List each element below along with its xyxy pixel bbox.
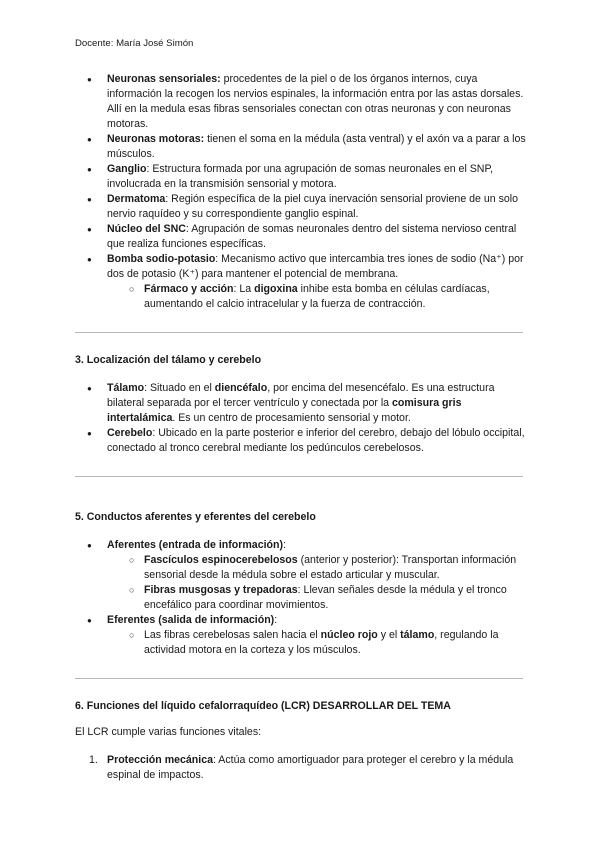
divider xyxy=(75,332,523,333)
section-3-title: 3. Localización del tálamo y cerebelo xyxy=(75,354,262,366)
list-item: ● Neuronas motoras: tienen el soma en la médula (asta ventral) y el axón va a parar a los músculos. xyxy=(75,132,527,162)
list-item: ● Cerebelo: Ubicado en la parte posterior e inferior del cerebro, debajo del lóbulo occipital, conectado al tronco cerebral mediante los pedúnculos cerebelosos. xyxy=(75,426,527,456)
section-6-intro: El LCR cumple varias funciones vitales: xyxy=(75,726,262,738)
divider xyxy=(75,476,523,477)
divider xyxy=(75,678,523,679)
sub-list-item: ○ Fármaco y acción: La digoxina inhibe esta bomba en células cardíacas, aumentando el calcio intracelular y la fuerza de contracción. xyxy=(107,282,527,312)
document-body xyxy=(75,72,527,783)
list-item: ● Tálamo: Situado en el diencéfalo, por encima del mesencéfalo. Es una estructura bilateral separada por el tercer ventrículo y conectada por la comisura gris intertalámica. Es un centro de procesamiento sensorial y motor. xyxy=(75,381,527,426)
sub-list-item: ○ Fascículos espinocerebelosos (anterior y posterior): Transportan información sensorial desde la médula sobre el estado articular y muscular. xyxy=(107,553,527,583)
list-item: ● Neuronas sensoriales: procedentes de la piel o de los órganos internos, cuya información la recogen los nervios espinales, la información entra por las astas dorsales. Allí en la medula esas fibras sensoriales conectan con otras neuronas y con neuronas motoras. xyxy=(75,72,527,132)
section-5-title: 5. Conductos aferentes y eferentes del cerebelo xyxy=(75,511,316,523)
list-item: ● Aferentes (entrada de información): ○ Fascículos espinocerebelosos (anterior y posterior): Transportan información sensorial desde la médula sobre el estado articular y muscular. ○ Fibras musgosas y trepadoras: Llevan señales desde la médula y el tronco encefálico para coordinar movimientos. xyxy=(75,538,527,613)
list-item: ● Ganglio: Estructura formada por una agrupación de somas neuronales en el SNP, involucrada en la transmisión sensorial y motora. xyxy=(75,162,527,192)
sub-list-item: ○ Fibras musgosas y trepadoras: Llevan señales desde la médula y el tronco encefálico para coordinar movimientos. xyxy=(107,583,527,613)
list-item: ● Bomba sodio-potasio: Mecanismo activo que intercambia tres iones de sodio (Na⁺) por dos de potasio (K⁺) para mantener el potencial de membrana. ○ Fármaco y acción: La digoxina inhibe esta bomba en células cardíacas, aumentando el calcio intracelular y la fuerza de contracción. xyxy=(75,252,527,312)
sub-list-item: ○ Las fibras cerebelosas salen hacia el núcleo rojo y el tálamo, regulando la actividad motora en la corteza y los músculos. xyxy=(107,628,527,658)
section-5-list xyxy=(75,538,527,658)
list-item: ● Eferentes (salida de información): ○ Las fibras cerebelosas salen hacia el núcleo rojo y el tálamo, regulando la actividad motora en la corteza y los músculos. xyxy=(75,613,527,658)
section-6-title: 6. Funciones del líquido cefalorraquídeo (LCR) DESARROLLAR DEL TEMA xyxy=(75,700,451,712)
section-3-list xyxy=(75,381,527,456)
list-item: ● Dermatoma: Región específica de la piel cuya inervación sensorial proviene de un solo nervio raquídeo y su correspondiente ganglio espinal. xyxy=(75,192,527,222)
section-6-list xyxy=(75,753,527,783)
definitions-list xyxy=(75,72,527,312)
list-item: ● Núcleo del SNC: Agrupación de somas neuronales dentro del sistema nervioso central que realiza funciones específicas. xyxy=(75,222,527,252)
list-item: 1. Protección mecánica: Actúa como amortiguador para proteger el cerebro y la médula espinal de impactos. xyxy=(89,754,514,781)
docente-header: Docente: María José Simón xyxy=(75,38,194,49)
